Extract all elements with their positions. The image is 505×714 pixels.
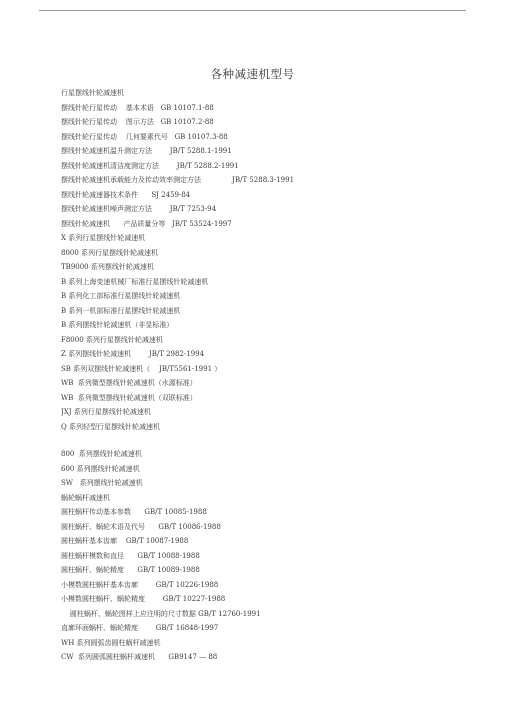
list-item: 8000 系列行星摆线针轮减速机	[61, 248, 159, 257]
list-item: Z 系列摆线针轮减速机 JB/T 2982-1994	[61, 350, 205, 358]
list-item: 圆柱蜗杆、蜗轮术语及代号 GB/T 10086-1988	[61, 522, 221, 531]
page-title: 各种减速机型号	[210, 67, 295, 81]
list-item: X 系列行星摆线针轮减速机	[61, 234, 146, 242]
list-item: 800 系列摆线针轮减速机	[61, 450, 142, 458]
list-item: 摆线针轮行星传动 几何要素代号 GB 10107.3-88	[61, 132, 228, 141]
list-item: 摆线针轮减速机 产品质量分等 JB/T 53524-1997	[61, 219, 232, 228]
list-item: 摆线针轮减速机清洁度测定方法 JB/T 5288.2-1991	[61, 161, 239, 170]
list-item: B 系列上海变速机械厂标准行星摆线针轮减速机	[61, 277, 209, 286]
list-item: 摆线针轮减速机温升测定方法 JB/T 5288.1-1991	[61, 147, 232, 155]
list-item: B 系列摆线针轮减速机（非显标准）	[61, 321, 174, 329]
list-item: SB 系列双摆线针轮减速机（ JB/T5561-1991 ）	[61, 364, 222, 373]
list-item: 行星摆线针轮减速机	[61, 89, 124, 97]
list-item: WB 系列微型摆线针轮减速机（水源标准）	[61, 379, 197, 387]
list-item: 摆线针轮行星传动 图示方法 GB 10107.2-88	[61, 118, 214, 126]
list-item: 摆线针轮减速机承载能力及传动效率测定方法 JB/T 5288.3-1991	[61, 176, 295, 184]
list-item: JXJ 系列行星摆线针轮减速机	[61, 408, 151, 416]
list-item: 直廓环面蜗杆、蜗轮精度 GB/T 16848-1997	[61, 624, 219, 632]
list-item: CW 系列圆弧圆柱蜗杆减速机 GB9147 — 88	[61, 653, 218, 661]
list-item: 蜗轮蜗杆减速机	[61, 493, 110, 502]
list-item: F8000 系列行星摆线针轮减速机	[61, 335, 163, 344]
list-item: WH 系列圆弧齿圆柱蜗杆减速机	[61, 638, 161, 647]
list-item: 圆柱蜗杆基本齿廓 GB/T 10087-1988	[61, 537, 189, 545]
list-item: B 系列一机部标准行星摆线针轮减速机	[61, 306, 181, 315]
list-item: 小模数圆柱蜗杆基本齿廓 GB/T 10226-1988	[61, 580, 219, 589]
list-item: Q 系列轻型行星摆线针轮减速机	[61, 422, 160, 431]
list-item: 摆线针轮减速器技术条件 SJ 2459-84	[61, 190, 191, 199]
list-item: 摆线针轮减速机噪声测定方法 JB/T 7253-94	[61, 205, 217, 213]
list-item: 圆柱蜗杆、蜗轮图样上应注明的尺寸数据 GB/T 12760-1991	[61, 609, 261, 618]
list-item: 600 系列摆线针轮减速机	[61, 464, 140, 473]
list-item: 摆线针轮行星传动 基本术语 GB 10107.1-88	[61, 103, 214, 112]
list-item: TB9000 系列摆线针轮减速机	[61, 263, 154, 271]
list-item: WB 系列微型摆线针轮减速机（双联标准）	[61, 393, 197, 402]
list-item: 圆柱蜗杆、蜗轮精度 GB/T 10089-1988	[61, 566, 200, 574]
list-item: 小模数圆柱蜗杆、蜗轮精度 GB/T 10227-1988	[61, 595, 226, 603]
list-item: 圆柱蜗杆传动基本参数 GB/T 10085-1988	[61, 508, 207, 516]
section-worm-gear-standards	[61, 447, 491, 665]
list-item: B 系列化工部标准行星摆线针轮减速机	[61, 292, 181, 300]
list-item: SW 系列摆线针轮减速机	[61, 479, 143, 487]
section-reducer-standards	[61, 86, 491, 434]
list-item: 圆柱蜗杆模数和直径 GB/T 10088-1988	[61, 551, 200, 560]
header-rule	[39, 10, 466, 11]
